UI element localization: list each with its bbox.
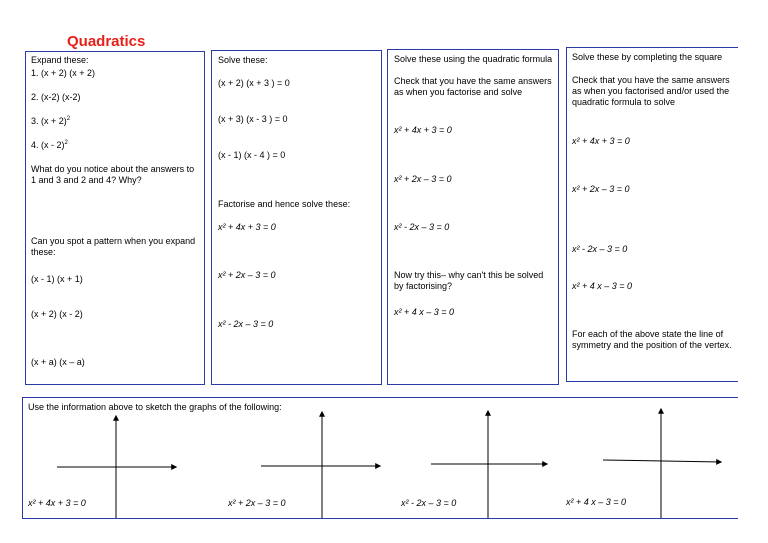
- pattern-question: Can you spot a pattern when you expand these:: [31, 236, 196, 257]
- expand-q1: 1. (x + 2) (x + 2): [31, 68, 96, 78]
- expand-q3: 3. $(x + 2)^2$: [31, 116, 71, 126]
- factorise-f2: x² + 2x – 3 = 0: [218, 270, 276, 280]
- symmetry-question: For each of the above state the line of symmetry and the position of the vertex.: [572, 329, 732, 350]
- page-title: Quadratics: [67, 33, 146, 50]
- sketch-label-2: x² + 2x – 3 = 0: [228, 498, 286, 508]
- exponent: 2: [64, 140, 68, 146]
- solve-e3: (x - 1) (x - 4 ) = 0: [218, 150, 286, 160]
- formula-e1: x² + 4x + 3 = 0: [394, 125, 452, 135]
- formula-e4: x² + 4 x – 3 = 0: [394, 307, 455, 317]
- square-e4: x² + 4 x – 3 = 0: [572, 281, 633, 291]
- exponent: 2: [66, 116, 71, 122]
- expand-q2: 2. (x-2) (x-2): [31, 92, 81, 102]
- square-e1: x² + 4x + 3 = 0: [572, 136, 630, 146]
- formula-intro: Solve these using the quadratic formula: [394, 54, 553, 64]
- factorise-f3: x² - 2x – 3 = 0: [218, 319, 274, 329]
- sketch-label-4: x² + 4 x – 3 = 0: [566, 497, 627, 507]
- expand-intro: Expand these:: [31, 55, 89, 65]
- pattern-p2: (x + 2) (x - 2): [31, 309, 83, 319]
- formula-try: Now try this– why can't this be solved by factorising?: [394, 270, 544, 291]
- sketch-label-3: x² - 2x – 3 = 0: [401, 498, 457, 508]
- square-intro: Solve these by completing the square: [572, 52, 723, 62]
- square-e2: x² + 2x – 3 = 0: [572, 184, 630, 194]
- notice-question: What do you notice about the answers to 1 and 3 and 2 and 4? Why?: [31, 164, 195, 185]
- formula-check: Check that you have the same answers as when you factorise and solve: [394, 76, 552, 97]
- expand-q4: 4. (x - 2)$^2$: [31, 140, 68, 150]
- factorise-f1: x² + 4x + 3 = 0: [218, 222, 276, 232]
- solve-intro: Solve these:: [218, 55, 268, 65]
- solve-e1: (x + 2) (x + 3 ) = 0: [218, 78, 290, 88]
- factorise-intro: Factorise and hence solve these:: [218, 199, 351, 209]
- sketch-label-1: x² + 4x + 3 = 0: [28, 498, 86, 508]
- formula-e3: x² - 2x – 3 = 0: [394, 222, 450, 232]
- solve-e2: (x + 3) (x - 3 ) = 0: [218, 114, 288, 124]
- pattern-p3: (x + a) (x – a): [31, 357, 85, 367]
- pattern-p1: (x - 1) (x + 1): [31, 274, 83, 284]
- sketch-intro: Use the information above to sketch the graphs of the following:: [28, 402, 282, 412]
- square-check: Check that you have the same answers as when you factorised and/or used the quadratic formula to solve: [572, 75, 730, 107]
- formula-e2: x² + 2x – 3 = 0: [394, 174, 452, 184]
- square-e3: x² - 2x – 3 = 0: [572, 244, 628, 254]
